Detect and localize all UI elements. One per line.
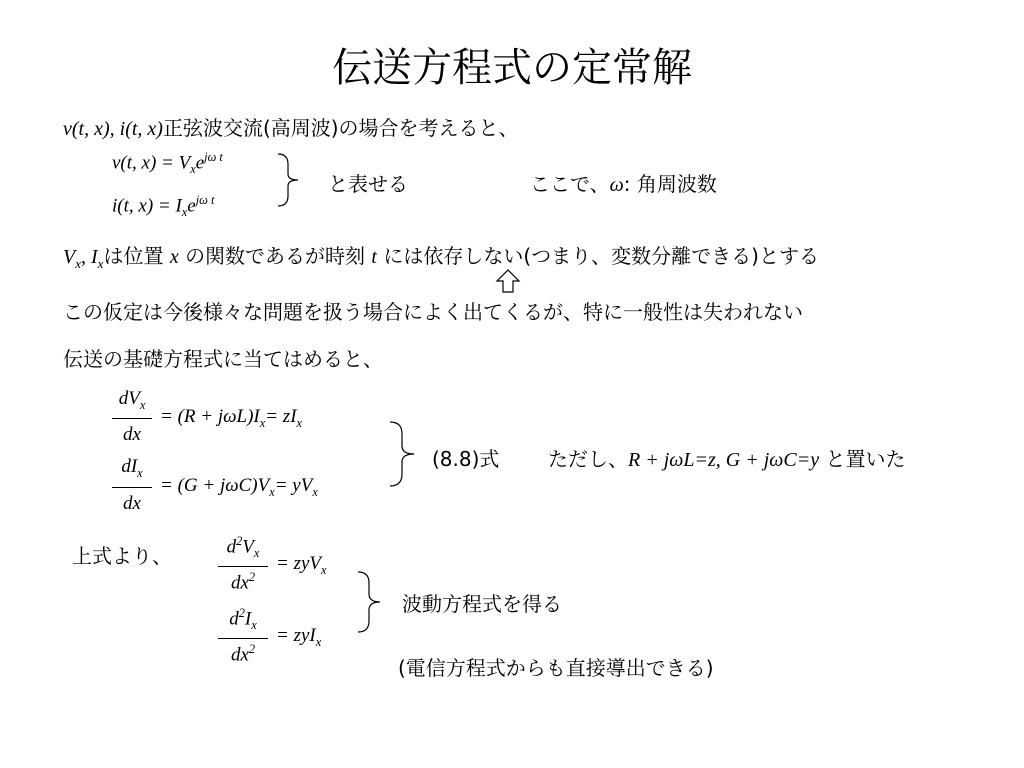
frac2-den: dx <box>123 493 141 514</box>
sep-t: t <box>371 246 377 268</box>
wave-result: 波動方程式を得る <box>402 592 562 616</box>
i-sub: x <box>181 205 188 220</box>
frac1-line <box>112 418 152 419</box>
v-e: e <box>195 152 205 174</box>
frac1-num: $dV_x$ <box>118 388 146 412</box>
wave2-den: $dx^2$ <box>230 642 256 666</box>
eq88-label: (8.8)式 <box>432 447 500 471</box>
eq88-note: ただし、R + jωL=z, G + jωC=y と置いた <box>548 447 906 471</box>
can-express-text: と表せる <box>328 172 408 196</box>
v-sup: jω t <box>204 150 223 164</box>
apply-line: 伝送の基礎方程式に当てはめると、 <box>63 347 383 371</box>
wave2-rhs: = zyI$_x$ <box>276 625 322 649</box>
wave1-den: $dx^2$ <box>230 570 256 594</box>
wave2-line <box>218 638 268 639</box>
separation-line <box>63 240 819 272</box>
wave1-num: $d^2V_x$ <box>226 534 260 561</box>
right-brace-icon <box>388 420 418 488</box>
frac2-line <box>112 487 152 488</box>
v-sub: x <box>190 162 196 177</box>
vx-sub: x <box>75 256 81 271</box>
sep-x: x <box>169 246 179 268</box>
v-equation <box>112 150 223 177</box>
omega-desc: : 角周波数 <box>623 172 717 196</box>
wave-lead: 上式より、 <box>72 544 172 568</box>
ix-sub: x <box>97 256 104 271</box>
assumption-line: この仮定は今後様々な問題を扱う場合によく出てくるが、特に一般性は失われない <box>63 300 803 324</box>
wave1-rhs: = zyV$_x$ <box>276 553 327 577</box>
i-e: e <box>187 195 196 217</box>
frac2-num: $dI_x$ <box>121 456 143 480</box>
omega-symbol: ω <box>609 174 624 196</box>
page-title: 伝送方程式の定常解 <box>332 45 692 91</box>
right-brace-icon <box>276 152 302 208</box>
eq88-rhs2: = $(G + j\omega C)V_x= yV_x$ <box>160 475 318 499</box>
ix-math: , I <box>81 246 98 268</box>
intro-text: 正弦波交流(高周波)の場合を考えると、 <box>162 116 519 140</box>
omega-note <box>530 168 717 197</box>
sep-text-a: は位置 <box>103 244 164 268</box>
sep-text-c: には依存しない(つまり、変数分離できる)とする <box>383 244 819 268</box>
right-brace-icon <box>356 570 384 634</box>
intro-line <box>63 112 519 141</box>
wave2-num: $d^2I_x$ <box>229 606 257 633</box>
here-text: ここで、 <box>530 172 610 196</box>
intro-math: v(t, x), i(t, x) <box>63 118 163 140</box>
i-sup: jω t <box>195 193 215 207</box>
v-lhs: v(t, x) = V <box>112 152 191 174</box>
wave1-line <box>218 566 268 567</box>
sep-text-b: の関数であるが時刻 <box>185 244 366 268</box>
wave-note: (電信方程式からも直接導出できる) <box>398 656 714 680</box>
frac1-den: dx <box>123 424 141 445</box>
eq88-rhs1: = $(R + j\omega L)I_x= zI_x$ <box>160 406 303 430</box>
i-lhs: i(t, x) = I <box>112 195 182 217</box>
up-arrow-icon <box>495 268 521 294</box>
vx-math: V <box>63 246 76 268</box>
i-equation <box>112 193 214 220</box>
